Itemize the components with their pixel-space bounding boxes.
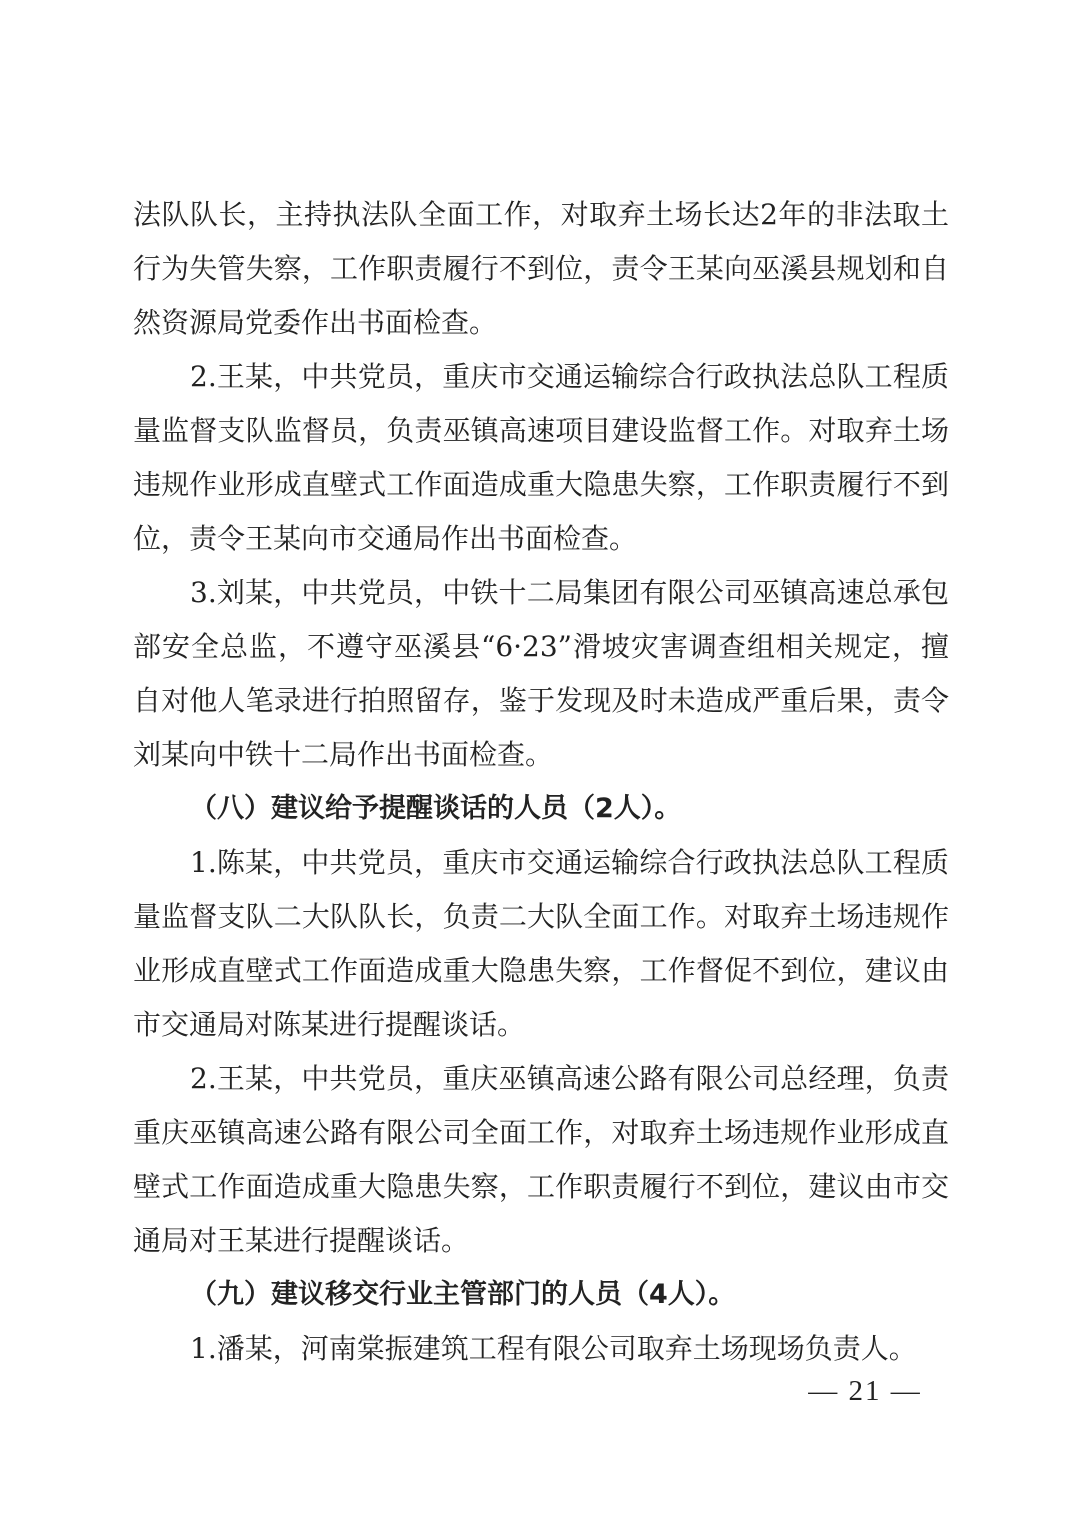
- paragraph-item-wang-manager: 2.王某，中共党员，重庆巫镇高速公路有限公司总经理，负责重庆巫镇高速公路有限公司全面工作，对取弃土场违规作业形成直壁式工作面造成重大隐患失察，工作职责履行不到位，建议由市交通局对王某进行提醒谈话。: [133, 1062, 949, 1257]
- section-heading-nine: （九）建议移交行业主管部门的人员（4人）。: [190, 1279, 736, 1310]
- paragraph-item-pan: 1.潘某，河南棠振建筑工程有限公司取弃土场现场负责人。: [190, 1332, 917, 1365]
- paragraph-item-chen: 1.陈某，中共党员，重庆市交通运输综合行政执法总队工程质量监督支队二大队队长，负责二大队全面工作。对取弃土场违规作业形成直壁式工作面造成重大隐患失察，工作督促不到位，建议由市交通局对陈某进行提醒谈话。: [133, 846, 949, 1041]
- page-number: — 21 —: [808, 1375, 922, 1407]
- paragraph-item-wang-inspection: 2.王某，中共党员，重庆市交通运输综合行政执法总队工程质量监督支队监督员，负责巫镇高速项目建设监督工作。对取弃土场违规作业形成直壁式工作面造成重大隐患失察，工作职责履行不到位，责令王某向市交通局作出书面检查。: [133, 360, 949, 555]
- paragraph-continuation: 法队队长，主持执法队全面工作，对取弃土场长达2年的非法取土行为失管失察，工作职责履行不到位，责令王某向巫溪县规划和自然资源局党委作出书面检查。: [133, 198, 949, 339]
- paragraph-item-liu: 3.刘某，中共党员，中铁十二局集团有限公司巫镇高速总承包部安全总监，不遵守巫溪县“6·23”滑坡灾害调查组相关规定，擅自对他人笔录进行拍照留存，鉴于发现及时未造成严重后果，责令刘某向中铁十二局作出书面检查。: [133, 576, 949, 771]
- section-heading-eight: （八）建议给予提醒谈话的人员（2人）。: [190, 793, 682, 824]
- document-body: [133, 188, 949, 1376]
